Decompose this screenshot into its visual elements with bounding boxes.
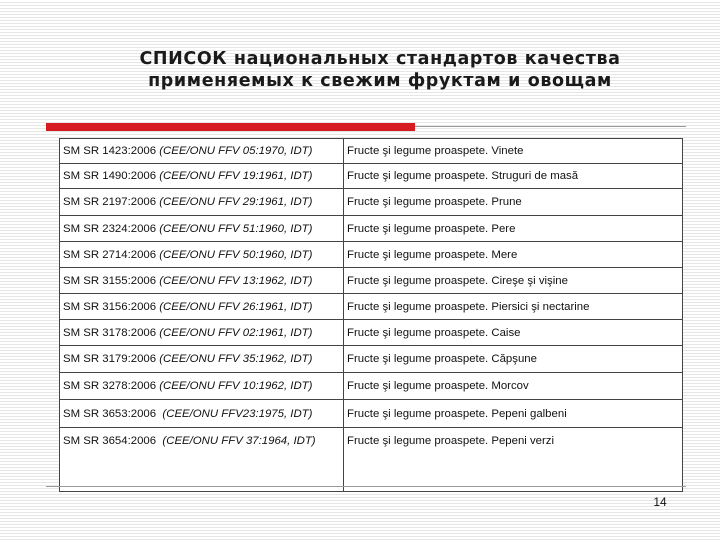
standard-code-cell <box>60 139 344 164</box>
table-row <box>60 164 683 189</box>
standard-code-cell <box>60 216 344 242</box>
title-line-2: применяемых к свежим фруктам и овощам <box>148 71 612 91</box>
standard-code-cell <box>60 428 344 492</box>
standard-code: SM SR 3178:2006 <box>63 326 160 339</box>
standard-description: Fructe şi legume proaspete. Morcov <box>347 380 529 392</box>
standards-table <box>59 138 683 492</box>
standard-reference: (CEE/ONU FFV23:1975, IDT) <box>162 407 313 420</box>
standard-description-cell <box>344 346 683 373</box>
footer-rule <box>46 486 686 487</box>
standard-description-cell <box>344 164 683 189</box>
standard-description: Fructe şi legume proaspete. Căpşune <box>347 353 537 365</box>
table-row <box>60 373 683 400</box>
page-number: 14 <box>653 495 667 509</box>
standard-reference: (CEE/ONU FFV 10:1962, IDT) <box>159 380 313 392</box>
table-row <box>60 346 683 373</box>
standard-reference: (CEE/ONU FFV 13:1962, IDT) <box>159 274 313 287</box>
standard-description-cell <box>344 294 683 320</box>
standard-description: Fructe şi legume proaspete. Mere <box>347 248 518 261</box>
standard-description-cell <box>344 373 683 400</box>
standard-description: Fructe şi legume proaspete. Caise <box>347 326 521 339</box>
title-line-1: СПИСОК национальных стандартов качества <box>139 49 621 69</box>
standard-reference: (CEE/ONU FFV 05:1970, IDT) <box>159 145 313 157</box>
standard-description: Fructe şi legume proaspete. Cireşe şi vişine <box>347 274 568 287</box>
standard-description: Fructe şi legume proaspete. Pepeni galbeni <box>347 407 567 420</box>
standard-description-cell <box>344 320 683 346</box>
standard-code-cell <box>60 189 344 216</box>
standard-description: Fructe şi legume proaspete. Pere <box>347 222 516 235</box>
standard-reference: (CEE/ONU FFV 37:1964, IDT) <box>162 435 316 447</box>
standard-reference: (CEE/ONU FFV 51:1960, IDT) <box>159 222 313 235</box>
table-row <box>60 189 683 216</box>
standard-reference: (CEE/ONU FFV 26:1961, IDT) <box>159 300 313 313</box>
table-row <box>60 400 683 428</box>
standard-description: Fructe şi legume proaspete. Piersici şi nectarine <box>347 300 590 313</box>
standard-code-cell <box>60 294 344 320</box>
standard-code-cell <box>60 346 344 373</box>
table-row <box>60 139 683 164</box>
standard-description-cell <box>344 242 683 268</box>
standard-reference: (CEE/ONU FFV 50:1960, IDT) <box>159 248 313 261</box>
standard-description: Fructe şi legume proaspete. Prune <box>347 196 522 208</box>
standard-description-cell <box>344 400 683 428</box>
standard-code: SM SR 3155:2006 <box>63 274 160 287</box>
standard-code-cell <box>60 164 344 189</box>
table-row <box>60 320 683 346</box>
standard-code: SM SR 2197:2006 <box>63 196 160 208</box>
standard-code: SM SR 3654:2006 <box>63 435 163 447</box>
standard-code-cell <box>60 268 344 294</box>
standard-code: SM SR 1423:2006 <box>63 145 160 157</box>
standard-code-cell <box>60 400 344 428</box>
standard-code-cell <box>60 373 344 400</box>
table-row <box>60 428 683 492</box>
standard-description-cell <box>344 216 683 242</box>
standard-description: Fructe şi legume proaspete. Struguri de masă <box>347 170 579 182</box>
standard-code: SM SR 3278:2006 <box>63 380 160 392</box>
table-row <box>60 242 683 268</box>
standard-code-cell <box>60 320 344 346</box>
table-row <box>60 216 683 242</box>
standard-description: Fructe şi legume proaspete. Vinete <box>347 145 524 157</box>
standard-reference: (CEE/ONU FFV 02:1961, IDT) <box>159 326 313 339</box>
standard-description-cell <box>344 268 683 294</box>
accent-bar <box>46 123 415 131</box>
standard-description-cell <box>344 428 683 492</box>
standard-description: Fructe şi legume proaspete. Pepeni verzi <box>347 435 555 447</box>
standard-code: SM SR 2714:2006 <box>63 248 160 261</box>
standard-reference: (CEE/ONU FFV 35:1962, IDT) <box>159 353 313 365</box>
standard-code: SM SR 3156:2006 <box>63 300 160 313</box>
table-row <box>60 268 683 294</box>
standard-description-cell <box>344 189 683 216</box>
page-title <box>0 48 720 92</box>
table-row <box>60 294 683 320</box>
standard-reference: (CEE/ONU FFV 29:1961, IDT) <box>159 196 313 208</box>
standard-code: SM SR 3179:2006 <box>63 353 160 365</box>
standard-code-cell <box>60 242 344 268</box>
standard-code: SM SR 3653:2006 <box>63 407 163 420</box>
standard-description-cell <box>344 139 683 164</box>
standard-reference: (CEE/ONU FFV 19:1961, IDT) <box>159 170 313 182</box>
standard-code: SM SR 2324:2006 <box>63 222 160 235</box>
standard-code: SM SR 1490:2006 <box>63 170 160 182</box>
